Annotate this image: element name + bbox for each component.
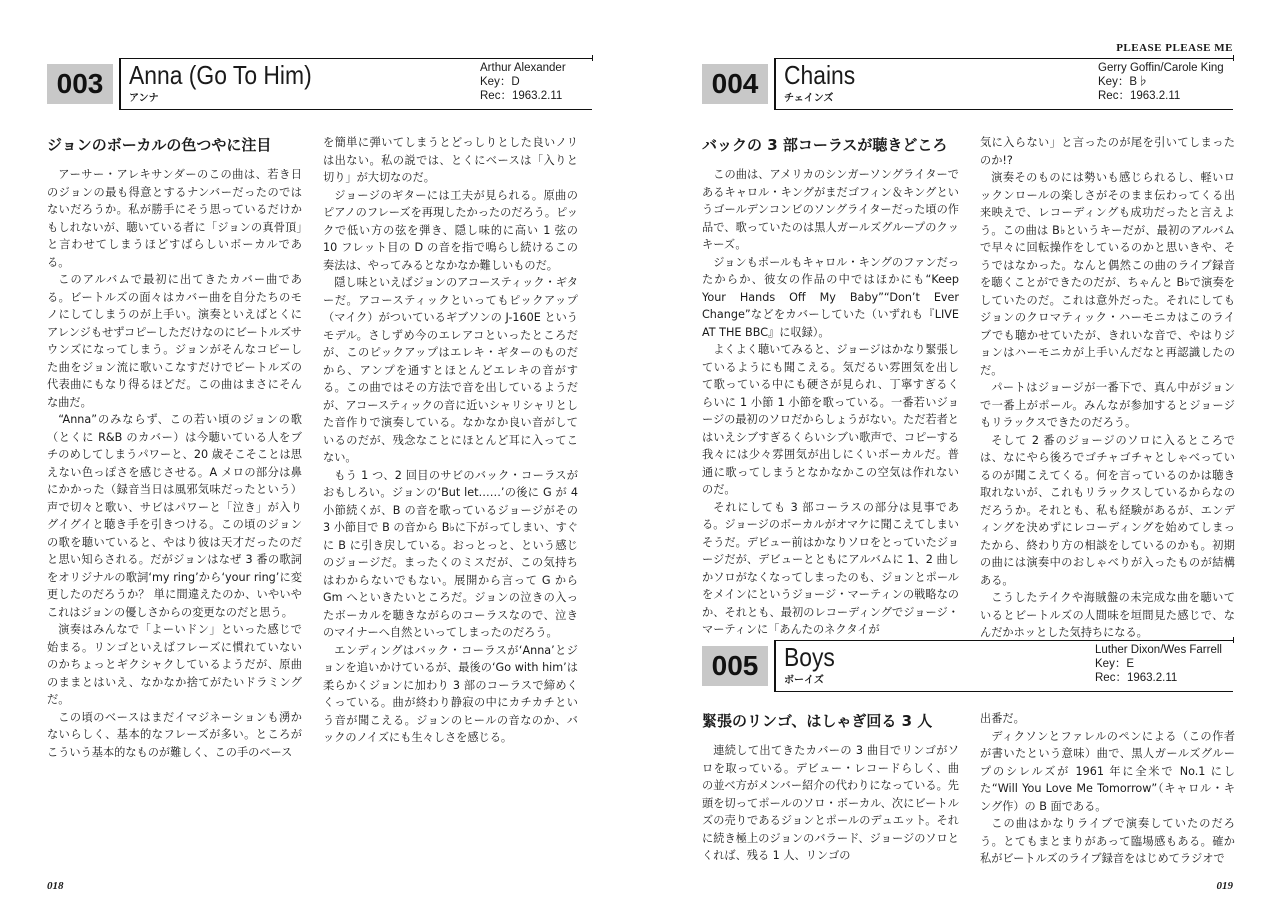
page-number: 019 (1216, 880, 1233, 892)
song-kana-title: チェインズ (784, 93, 834, 104)
paragraph: ジョンもポールもキャロル・キングのファンだったからか、彼女の作品の中ではほかにも“Keep Your Hands Off My Baby”“Don’t Ever Change”などをカバーしていた（いずれも『LIVE AT THE BBC』に収録）。 (702, 255, 959, 339)
song-number: 003 (47, 64, 113, 104)
song-key: Key：B♭ (1098, 76, 1149, 88)
right-page (640, 0, 1280, 907)
paragraph: それにしても 3 部コーラスの部分は見事である。ジョージのボーカルがオマケに聞こえてしまいそうだ。デビュー前はかなりソロをとっていたジョージだが、デビューとともにアルバムに 1、2 曲しかソロがなくなってしまったのも、ジョンとポールをメインにというジョージ・マーティンの戦略なのか、それとも、最初のレコーディングでジョージ・マーティンに「あんたのネクタイが (702, 500, 959, 636)
paragraph-continued: 気に入らない」と言ったのが尾を引いてしまったのか!? (980, 136, 1235, 167)
song-title: Chains (784, 60, 856, 90)
recording-date: Rec：1963.2.11 (1095, 672, 1178, 684)
paragraph: この曲は、アメリカのシンガーソングライターであるキャロル・キングがまだゴフィン＆キングというゴールデンコンビのソングライターだった頃の作品で、歌っていたのは黒人ガールズグループのクッキーズ。 (702, 168, 959, 251)
paragraph: そして 2 番のジョージのソロに入るところでは、なにやら後ろでゴチャゴチャとしゃべっているのが聞こえてくる。何を言っているのかは聴き取れないが、これもリラックスしているからなのだろうか。それとも、私も経験があるが、エンディングを決めずにレコーディングを始めてしまったから、終わり方の相談をしているのかも。初期の曲には演奏中のおしゃべりが入ったものが結構ある。 (980, 433, 1235, 587)
paragraph: もう 1 つ、2 回目のサビのバック・コーラスがおもしろい。ジョンの‘But let……’の後に G が 4 小節続くが、B の音を歌っているジョージがその 3 小節目で B の音から B♭に下がってしまい、すぐに B に引き戻している。おっとっと、という感じのジョージだ。まったくのミスだが、この気持ちはわからないでもない。展開から言って G から Gm へといきたいところだ。ジョンの泣きの入ったボーカルを聴きながらのコーラスなので、泣きのマイナーへ自然といってしまったのだろう。 (323, 468, 578, 639)
paragraph: “Anna”のみならず、この若い頃のジョンの歌（とくに R&B のカバー）は今聴いている人をブチのめしてしまうパワーと、20 歳そこそことは思えない色っぽさを感じさせる。A メロの部分は鼻にかかった（録音当日は風邪気味だったという）声で切々と歌い、サビはパワーと「泣き」が入りグイグイと聴き手を引きつける。この頃のジョンの歌を聴いていると、やはり彼は天才だったのだと思い知らされる。だがジョンはなぜ 3 番の歌詞をオリジナルの歌詞‘my ring’から‘your ring’に変更したのだろうか？ 単に間違えたのか、いやいやこれはジョンの優しさからの変更なのだと思う。 (47, 413, 302, 619)
song-number: 005 (702, 646, 768, 686)
paragraph: 連続して出てきたカバーの 3 曲目でリンゴがソロを取っている。デビュー・レコードらしく、曲の並べ方がメンバー紹介の代わりになっている。先頭を切ってポールのソロ・ボーカル、次にビートルズの売りであるジョンとポールのデュエット。それに続き極上のジョンのバラード、ジョージのソロとくれば、残る 1 人、リンゴの (702, 744, 959, 862)
text-column-1 (702, 134, 959, 639)
text-column-2 (323, 134, 578, 747)
song-header-003 (47, 58, 592, 116)
song-title: Anna (Go To Him) (129, 60, 312, 90)
paragraph-continued: を簡単に弾いてしまうとどっしりとした良いノリは出ない。私の説では、とくにベースは「入りと切り」が大切なのだ。 (323, 136, 578, 184)
section-heading: バックの 3 部コーラスが聴きどころ (702, 136, 948, 154)
song-credits (480, 61, 566, 103)
recording-date: Rec：1963.2.11 (480, 90, 563, 102)
song-header-004 (702, 58, 1233, 116)
song-number: 004 (702, 64, 768, 104)
text-column-2 (980, 710, 1235, 868)
section-heading: ジョンのボーカルの色つやに注目 (47, 136, 272, 154)
paragraph: このアルバムで最初に出てきたカバー曲である。ビートルズの面々はカバー曲を自分たちのモノにしてしまうのが上手い。演奏といえばとくにアレンジもせずコピーしただけなのにビートルズサウンズになってしまう。ジョンがそんなコピーした曲をジョン流に歌いこなすだけでビートルズの代表曲にもなり得るほどだ。この曲はまさにそんな曲だ。 (47, 273, 302, 409)
songwriter: Luther Dixon/Wes Farrell (1095, 644, 1222, 656)
paragraph: こうしたテイクや海賊盤の未完成な曲を聴いているとビートルズの人間味を垣間見た感じで、なんだかホッとした気持ちになる。 (980, 591, 1235, 639)
songwriter: Arthur Alexander (480, 62, 566, 74)
song-key: Key：E (1095, 658, 1134, 670)
paragraph: この頃のベースはまだイマジネーションも湧かないらしく、基本的なフレーズが多い。ところがこういう基本的なものが難しく、この手のベース (47, 710, 302, 759)
paragraph: エンディングはバック・コーラスが‘Anna’とジョンを追いかけているが、最後の‘Go with him’は柔らかくジョンに加わり 3 部のコーラスで締めくくっている。曲が終わり静寂の中にカチカチという音が聞こえる。ジョンのヒールの音なのか、バックのノイズにも生々しさを感じる。 (323, 643, 578, 744)
songwriter: Gerry Goffin/Carole King (1098, 62, 1224, 74)
paragraph: 隠し味といえばジョンのアコースティック・ギターだ。アコースティックといってもピックアップ（マイク）がついているギブソンの J-160E というモデル。さしずめ今のエレアコといったところだが、このピックアップはエレキ・ギターのものだから、アンプを通すとほとんどエレキの音がする。この曲ではその方法で音を出しているようだが、アコースティックの音に近いシャリシャリとした音作りで演奏している。なかなか良い音がしているのだが、残念なことにほとんど耳に入ってこない。 (323, 276, 578, 464)
paragraph: 演奏そのものには勢いも感じられるし、軽いロックンロールの楽しさがそのまま伝わってくる出来映えで、レコーディングも成功だったと言えよう。この曲は B♭というキーだが、最初のアルバムで早々に回転操作をしているのかと思いきや、そうではなかった。なんと偶然この曲のライブ録音を聴くことができたのだが、ちゃんと B♭で演奏をしていたのだ。これは意外だった。それにしてもジョンのクロマティック・ハーモニカはこのライブでも聴かせていたが、きれいな音で、やはりジョンはハーモニカが上手いんだなと再認識したのだ。 (980, 171, 1235, 377)
recording-date: Rec：1963.2.11 (1098, 90, 1181, 102)
text-column-1 (47, 134, 302, 761)
song-credits (1095, 643, 1222, 685)
text-column-1 (702, 710, 959, 865)
song-header-005 (702, 640, 1233, 698)
song-key: Key：D (480, 76, 520, 88)
song-kana-title: アンナ (129, 93, 159, 104)
song-credits (1098, 61, 1224, 103)
section-heading: 緊張のリンゴ、はしゃぎ回る 3 人 (702, 712, 933, 730)
song-title: Boys (784, 642, 835, 672)
paragraph-continued: 出番だ。 (980, 712, 1025, 725)
paragraph: この曲はかなりライブで演奏していたのだろう。とてもまとまりがあって臨場感もある。確か私がビートルズのライブ録音をはじめてラジオで (980, 817, 1235, 865)
song-kana-title: ボーイズ (784, 675, 824, 686)
running-head: PLEASE PLEASE ME (1116, 42, 1233, 54)
paragraph: ジョージのギターには工夫が見られる。原曲のピアノのフレーズを再現したかったのだろう。ピックで低い方の弦を弾き、隠し味的に高い 1 弦の 10 フレット目の D の音を指で鳴らし続けるこの奏法は、やってみるとなかなか難しいものだ。 (323, 188, 578, 272)
paragraph: アーサー・アレキサンダーのこの曲は、若き日のジョンの最も得意とするナンバーだったのではないだろうか。私が勝手にそう思っているだけかもしれないが、聴いている者に「ジョンの真骨頂」と言わせてしまうほどすばらしいボーカルである。 (47, 168, 302, 269)
paragraph: 演奏はみんなで「よーいドン」といった感じで始まる。リンゴといえばフレーズに慣れていないのかちょっとギクシャクしているようだが、原曲のままとはいえ、なかなか捨てがたいドラミングだ。 (47, 623, 302, 706)
paragraph: ディクソンとファレルのペンによる（この作者が書いたという意味）曲で、黒人ガールズグループのシレルズが 1961 年に全米で No.1 にした“Will You Love Me Tomorrow”（キャロル・キング作）の B 面である。 (980, 729, 1235, 813)
paragraph: よくよく聴いてみると、ジョージはかなり緊張しているようにも聞こえる。気だるい雰囲気を出して歌っている中にも硬さが見られ、丁寧すぎるくらいに 1 小節 1 小節を歌っている。一番若いジョージの最初のソロだからしょうがない。ただ若者とはいえシブすぎるくらいシブい歌声で、コピーする我々には少々雰囲気が出しにくいボーカルだ。普通に歌ってしまうとなかなかこの空気は作れないのだ。 (702, 343, 959, 496)
page-number: 018 (47, 880, 64, 892)
text-column-2 (980, 134, 1235, 642)
paragraph: パートはジョージが一番下で、真ん中がジョンで一番上がポール。みんなが参加するとジョージもリラックスできたのだろう。 (980, 381, 1235, 429)
